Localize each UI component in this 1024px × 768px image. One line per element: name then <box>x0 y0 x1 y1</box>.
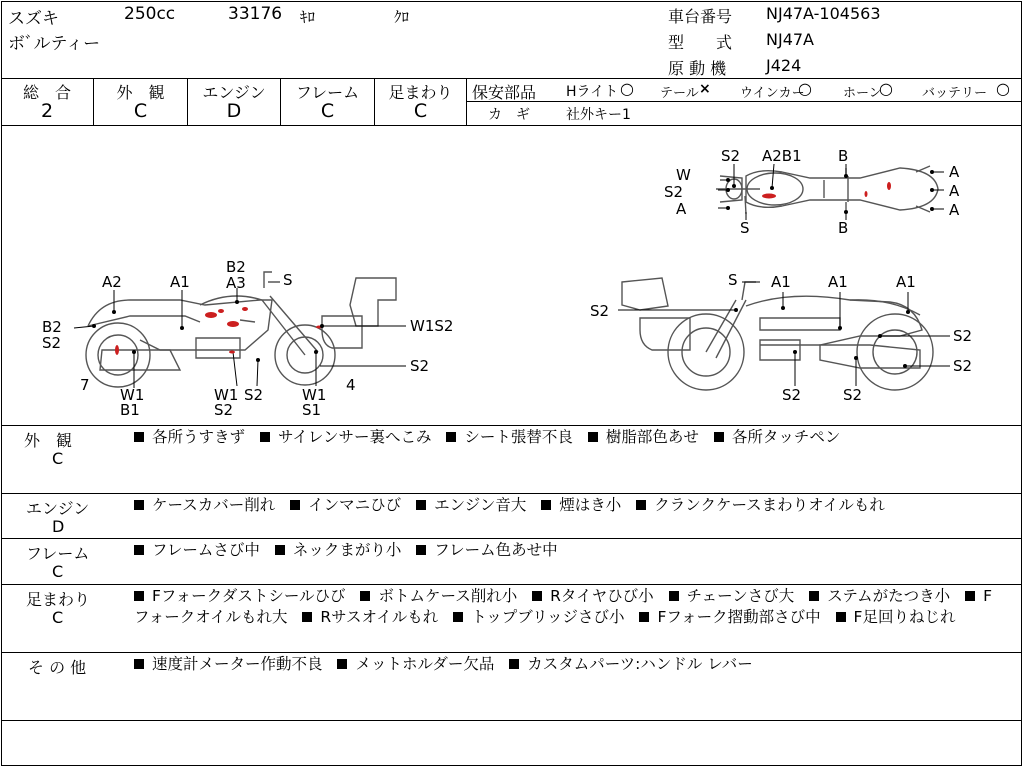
label-4: 4 <box>346 376 356 394</box>
bullet-icon <box>275 545 285 555</box>
bullet-icon <box>446 432 456 442</box>
remark-item: ボトムケース削れ小 <box>378 587 518 605</box>
bullet-icon <box>260 432 270 442</box>
tail-value: × <box>699 81 711 97</box>
bullet-icon <box>416 545 426 555</box>
label-S2: S2 <box>42 334 62 352</box>
bullet-icon <box>836 612 846 622</box>
displacement: 250cc <box>124 4 176 24</box>
label-A2: A2 <box>102 273 122 291</box>
label-S: S <box>728 271 738 289</box>
remark-item: フレームさび中 <box>152 541 260 559</box>
label-W1: W1 <box>214 386 239 404</box>
label-A2B1: A2B1 <box>762 147 802 165</box>
remark-item: チェーンさび大 <box>686 587 795 605</box>
overall-grade: 2 <box>40 100 54 122</box>
remark-list-frame <box>134 540 1004 561</box>
remark-item: メットホルダー欠品 <box>355 655 495 673</box>
label-W1S2: W1S2 <box>410 317 454 335</box>
label-S: S <box>740 219 750 237</box>
model-name: ボﾞルティー <box>8 34 101 54</box>
horn-value: ○ <box>879 79 893 98</box>
frame-no-value: NJ47A-104563 <box>766 4 881 23</box>
key-label: カ ギ <box>488 107 530 123</box>
remark-item: 各所タッチペン <box>731 428 841 446</box>
label-A: A <box>949 182 960 200</box>
bullet-icon <box>809 591 819 601</box>
label-A1: A1 <box>828 273 848 291</box>
label-S2: S2 <box>843 386 863 404</box>
remark-list-exterior <box>134 427 1004 448</box>
top-view-motorcycle <box>716 166 938 214</box>
divider <box>1 720 1022 721</box>
remark-item: Fフォーク摺動部さび中 <box>657 608 821 626</box>
bullet-icon <box>541 500 551 510</box>
bullet-icon <box>588 432 598 442</box>
label-S2: S2 <box>953 357 973 375</box>
bullet-icon <box>509 659 519 669</box>
remark-item: Rサスオイルもれ <box>320 608 439 626</box>
label-A: A <box>676 200 687 218</box>
label-B2: B2 <box>226 258 246 276</box>
right-view-motorcycle <box>622 278 933 390</box>
battery-value: ○ <box>996 79 1010 98</box>
maker: スズキ <box>8 9 59 29</box>
frame-no-label: 車台番号 <box>668 7 733 26</box>
remark-item: F足回りねじれ <box>853 608 956 626</box>
remark-category-exterior: 外 観 <box>24 431 73 450</box>
remark-item: インマニひび <box>308 496 402 514</box>
remark-item: 各所うすきず <box>152 428 246 446</box>
divider <box>1 652 1022 653</box>
remark-item: ネックまがり小 <box>292 541 402 559</box>
remark-item: ケースカバー削れ <box>152 496 276 514</box>
safety-title: 保安部品 <box>472 83 537 102</box>
bullet-icon <box>360 591 370 601</box>
mileage: 33176 <box>228 4 283 24</box>
label-A: A <box>949 163 960 181</box>
remark-item: サイレンサー裏へこみ <box>277 428 432 446</box>
remark-category-other: そ の 他 <box>28 658 87 677</box>
label-B2: B2 <box>42 318 62 336</box>
bullet-icon <box>965 591 975 601</box>
label-A: A <box>949 201 960 219</box>
divider <box>1 493 1022 494</box>
remark-list-suspension <box>134 586 1004 628</box>
bullet-icon <box>639 612 649 622</box>
label-W1: W1 <box>302 386 327 404</box>
remark-grade-engine: D <box>52 517 65 536</box>
divider <box>1 584 1022 585</box>
headlight-label: Hライト <box>566 84 619 100</box>
label-B: B <box>838 219 849 237</box>
bullet-icon <box>636 500 646 510</box>
engine-model-label: 原 動 機 <box>668 59 727 78</box>
remark-item: 煙はき小 <box>559 496 622 514</box>
label-W: W <box>676 166 691 184</box>
frame-label: フレーム <box>295 83 360 102</box>
divider <box>1 538 1022 539</box>
remark-category-frame: フレーム <box>26 544 90 563</box>
overall-label: 総 合 <box>22 83 71 102</box>
remark-item: 樹脂部色あせ <box>605 428 699 446</box>
horn-label: ホーン <box>843 86 882 101</box>
remark-item: クランクケースまわりオイルもれ <box>654 496 885 514</box>
type-label: 型 式 <box>668 33 733 52</box>
bullet-icon <box>134 659 144 669</box>
engine-grade: D <box>226 100 242 122</box>
label-S2: S2 <box>244 386 264 404</box>
bullet-icon <box>134 545 144 555</box>
label-S2: S2 <box>214 401 234 419</box>
remark-item: エンジン音大 <box>434 496 527 514</box>
remark-item: カスタムパーツ:ハンドル レバー <box>527 655 753 673</box>
color: ｸﾛ <box>394 8 410 26</box>
exterior-label: 外 観 <box>116 83 165 102</box>
label-B1: B1 <box>120 401 140 419</box>
label-S2: S2 <box>410 357 430 375</box>
remark-item: トップブリッジさび小 <box>471 608 625 626</box>
label-S2: S2 <box>782 386 802 404</box>
remark-item: Rタイヤひび小 <box>550 587 654 605</box>
label-A1: A1 <box>170 273 190 291</box>
bullet-icon <box>302 612 312 622</box>
label-S: S <box>283 271 293 289</box>
label-W1: W1 <box>120 386 145 404</box>
suspension-grade: C <box>413 100 428 122</box>
bullet-icon <box>453 612 463 622</box>
bullet-icon <box>134 591 144 601</box>
label-B: B <box>838 147 849 165</box>
bullet-icon <box>714 432 724 442</box>
remark-grade-frame: C <box>52 562 64 581</box>
type-value: NJ47A <box>766 30 814 49</box>
key-value: 社外キー1 <box>566 107 631 123</box>
remark-list-engine <box>134 495 1004 516</box>
remark-category-suspension: 足まわり <box>26 590 91 609</box>
bullet-icon <box>532 591 542 601</box>
remark-grade-suspension: C <box>52 608 64 627</box>
suspension-label: 足まわり <box>388 83 453 102</box>
label-S2: S2 <box>590 302 610 320</box>
bullet-icon <box>337 659 347 669</box>
frame-grade: C <box>320 100 335 122</box>
remark-category-engine: エンジン <box>26 499 90 518</box>
bullet-icon <box>669 591 679 601</box>
label-A3: A3 <box>226 274 246 292</box>
winker-label: ウインカー <box>740 86 805 101</box>
remark-item: ステムがたつき小 <box>827 587 951 605</box>
divider <box>1 425 1022 426</box>
label-7: 7 <box>80 376 90 394</box>
exterior-grade: C <box>133 100 148 122</box>
remark-item: Fフォークオイルもれ大 <box>134 587 992 626</box>
label-A1: A1 <box>771 273 791 291</box>
bullet-icon <box>134 500 144 510</box>
engine-label: エンジン <box>202 83 266 102</box>
label-S1: S1 <box>302 401 322 419</box>
remark-item: Fフォークダストシールひび <box>152 587 346 605</box>
tail-label: テール <box>660 86 699 101</box>
remark-item: フレーム色あせ中 <box>434 541 558 559</box>
label-A1: A1 <box>896 273 916 291</box>
winker-value: ○ <box>798 79 812 98</box>
remark-list-other <box>134 654 1004 675</box>
remark-grade-exterior: C <box>52 449 64 468</box>
engine-model-value: J424 <box>766 56 802 75</box>
remark-item: 速度計メーター作動不良 <box>152 655 323 673</box>
remark-item: シート張替不良 <box>464 428 573 446</box>
headlight-value: ○ <box>620 79 634 98</box>
leader-lines <box>74 164 950 388</box>
label-S2: S2 <box>721 147 741 165</box>
bullet-icon <box>134 432 144 442</box>
label-S2: S2 <box>953 327 973 345</box>
battery-label: バッテリー <box>922 86 988 101</box>
bullet-icon <box>290 500 300 510</box>
label-S2: S2 <box>664 183 684 201</box>
bullet-icon <box>416 500 426 510</box>
mileage-unit: ｷﾛ <box>300 8 316 26</box>
